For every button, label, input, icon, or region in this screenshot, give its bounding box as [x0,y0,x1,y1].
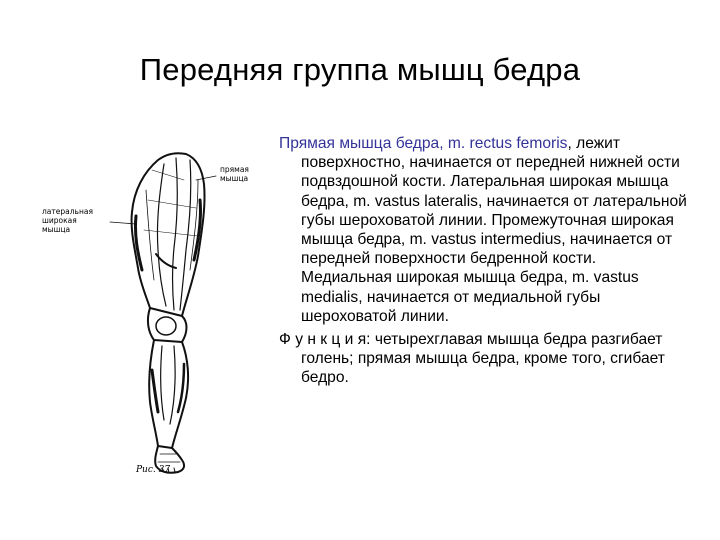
svg-text:латеральная: латеральная [42,207,93,216]
svg-text:прямая: прямая [220,165,249,174]
figure-caption: Рис. 37 [136,465,171,475]
svg-text:мышца: мышца [220,174,249,183]
slide-title: Передняя группа мышц бедра [139,52,581,87]
svg-text:мышца: мышца [42,225,71,234]
paragraph-body: , лежит поверхностно, начинается от передней нижней ости подвздошной кости. Латеральная широкая мышца бедра, m. vastus lateralis, начинается от латеральной губы шероховатой линии. Промежуточная широкая мышца бедра, m. vastus intermedius, начинается от передней поверхности бедренной кости. Медиальная широкая мышца бедра, m. vastus medialis, начинается от медиальной губы шероховатой линии. [301,135,687,325]
paragraph-function: Ф у н к ц и я: четырехглавая мышца бедра разгибает голень; прямая мышца бедра, кроме того, сгибает бедро. [279,331,665,387]
leg-drawing [36,150,276,480]
label-vastus-lateralis [42,207,93,234]
highlight-term: Прямая мышца бедра, m. rectus femoris [279,135,568,152]
svg-text:широкая: широкая [42,216,77,225]
paragraph-rectus-femoris [279,134,689,326]
leg-muscle-illustration [36,150,276,480]
description-text [279,134,689,392]
label-rectus-femoris [220,165,249,183]
